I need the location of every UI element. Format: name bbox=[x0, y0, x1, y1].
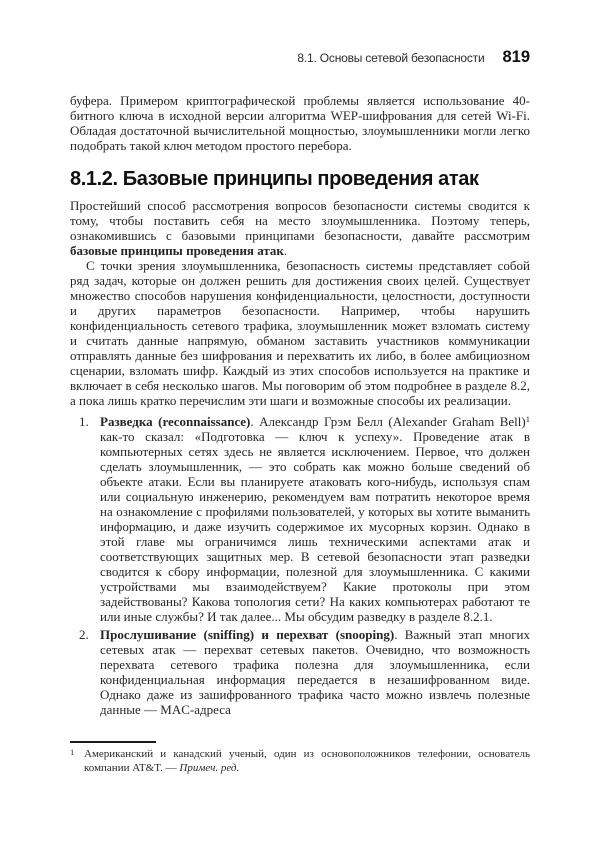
list-item-lead-bold: Прослушивание (sniffing) и перехват (snooping) bbox=[100, 627, 395, 642]
paragraph-1-tail: . bbox=[283, 243, 288, 258]
footnote-separator-rule bbox=[70, 741, 156, 743]
footnote-body: Американский и канадский ученый, один из основоположников телефонии, основатель компании AT&T. — bbox=[84, 748, 530, 774]
section-paragraph-1 bbox=[70, 198, 530, 258]
list-item-number: 2. bbox=[79, 627, 89, 642]
paragraph-1-text: Простейший способ рассмотрения вопросов безопасности системы сводится к тому, чтобы поставить себя на место злоумышленника. Поэтому теперь, ознакомившись с базовыми принципами безопасности, давайте рассмотрим bbox=[70, 198, 530, 243]
footnote-editor-note: Примеч. ред. bbox=[179, 762, 240, 774]
list-item-body-text: как-то сказал: «Подготовка — ключ к успеху». Проведение атак в компьютерных сетях здесь не является исключением. Первое, что должен сделать злоумышленник, — это собрать как можно больше сведений об объекте атаки. Если вы планируете атаковать кого-нибудь, используя спам или социальную инженерию, рекомендуем вам потратить некоторое время на ознакомление с профилями пользователей, у которых вы хотите выманить информацию, и даже изучить содержимое их мусорных корзин. Однако в этой главе мы ограничимся лишь техническими аспектами атак и соответствующих защитных мер. В сетевой безопасности этап разведки сводится к сбору информации, полезной для злоумышленника. С какими устройствами мы взаимодействуем? Какие протоколы при этом задействованы? Какова топология сети? На каких компьютерах работают те или иные службы? И так далее... Мы обсудим разведку в разделе 8.2.1. bbox=[100, 429, 530, 624]
intro-paragraph: буфера. Примером криптографической проблемы является использование 40-битного ключа в исходной версии алгоритма WEP-шифрования для сетей Wi-Fi. Обладая достаточной вычислительной мощностью, злоумышленники могли легко подобрать такой ключ методом простого перебора. bbox=[70, 93, 530, 153]
page-number: 819 bbox=[502, 48, 530, 66]
list-item-text bbox=[100, 627, 530, 717]
list-item-text bbox=[100, 414, 530, 624]
attack-steps-list bbox=[70, 414, 530, 717]
list-item-after-lead: . Александр Грэм Белл (Alexander Graham Bell) bbox=[250, 414, 526, 429]
running-head-chapter-title: 8.1. Основы сетевой безопасности bbox=[297, 51, 485, 65]
footnote-marker: 1 bbox=[70, 747, 75, 757]
section-paragraph-2: С точки зрения злоумышленника, безопасность системы представляет собой ряд задач, которые он должен решить для достижения своих целей. Существует множество способов нарушения конфиденциальности, целостности, доступности и других параметров безопасности. Например, чтобы нарушить конфиденциальность сетевого трафика, злоумышленник может взломать систему и считать данные напрямую, обманом заставить участников коммуникации отправлять данные без шифрования и перехватить их либо, в более амбициозном сценарии, взломать шифр. Каждый из этих способов используется на практике и включает в себя несколько шагов. Мы поговорим об этом подробнее в разделе 8.2, а пока лишь кратко перечислим эти шаги и возможные способы их реализации. bbox=[70, 258, 530, 408]
list-item-reconnaissance bbox=[70, 414, 530, 624]
list-item-sniffing-snooping bbox=[70, 627, 530, 717]
text-column bbox=[70, 48, 530, 720]
footnote-block bbox=[70, 741, 530, 775]
list-item-lead-bold: Разведка (reconnaissance) bbox=[100, 414, 251, 429]
list-item-after-lead: . Важный этап многих сетевых атак — перехват сетевых пакетов. Очевидно, что возможность перехвата сетевого трафика полезна для злоумышленника, если конфиденциальная информация передается в незашифрованном виде. Однако даже из зашифрованного трафика часто можно извлечь полезные данные — MAC-адреса bbox=[100, 627, 531, 717]
footnote-reference: 1 bbox=[525, 414, 530, 424]
footnote-text bbox=[70, 747, 530, 775]
section-heading: 8.1.2. Базовые принципы проведения атак bbox=[70, 168, 479, 190]
paragraph-1-bold-phrase: базовые принципы проведения атак bbox=[70, 243, 284, 258]
list-item-number: 1. bbox=[79, 414, 89, 429]
running-head bbox=[70, 48, 530, 67]
